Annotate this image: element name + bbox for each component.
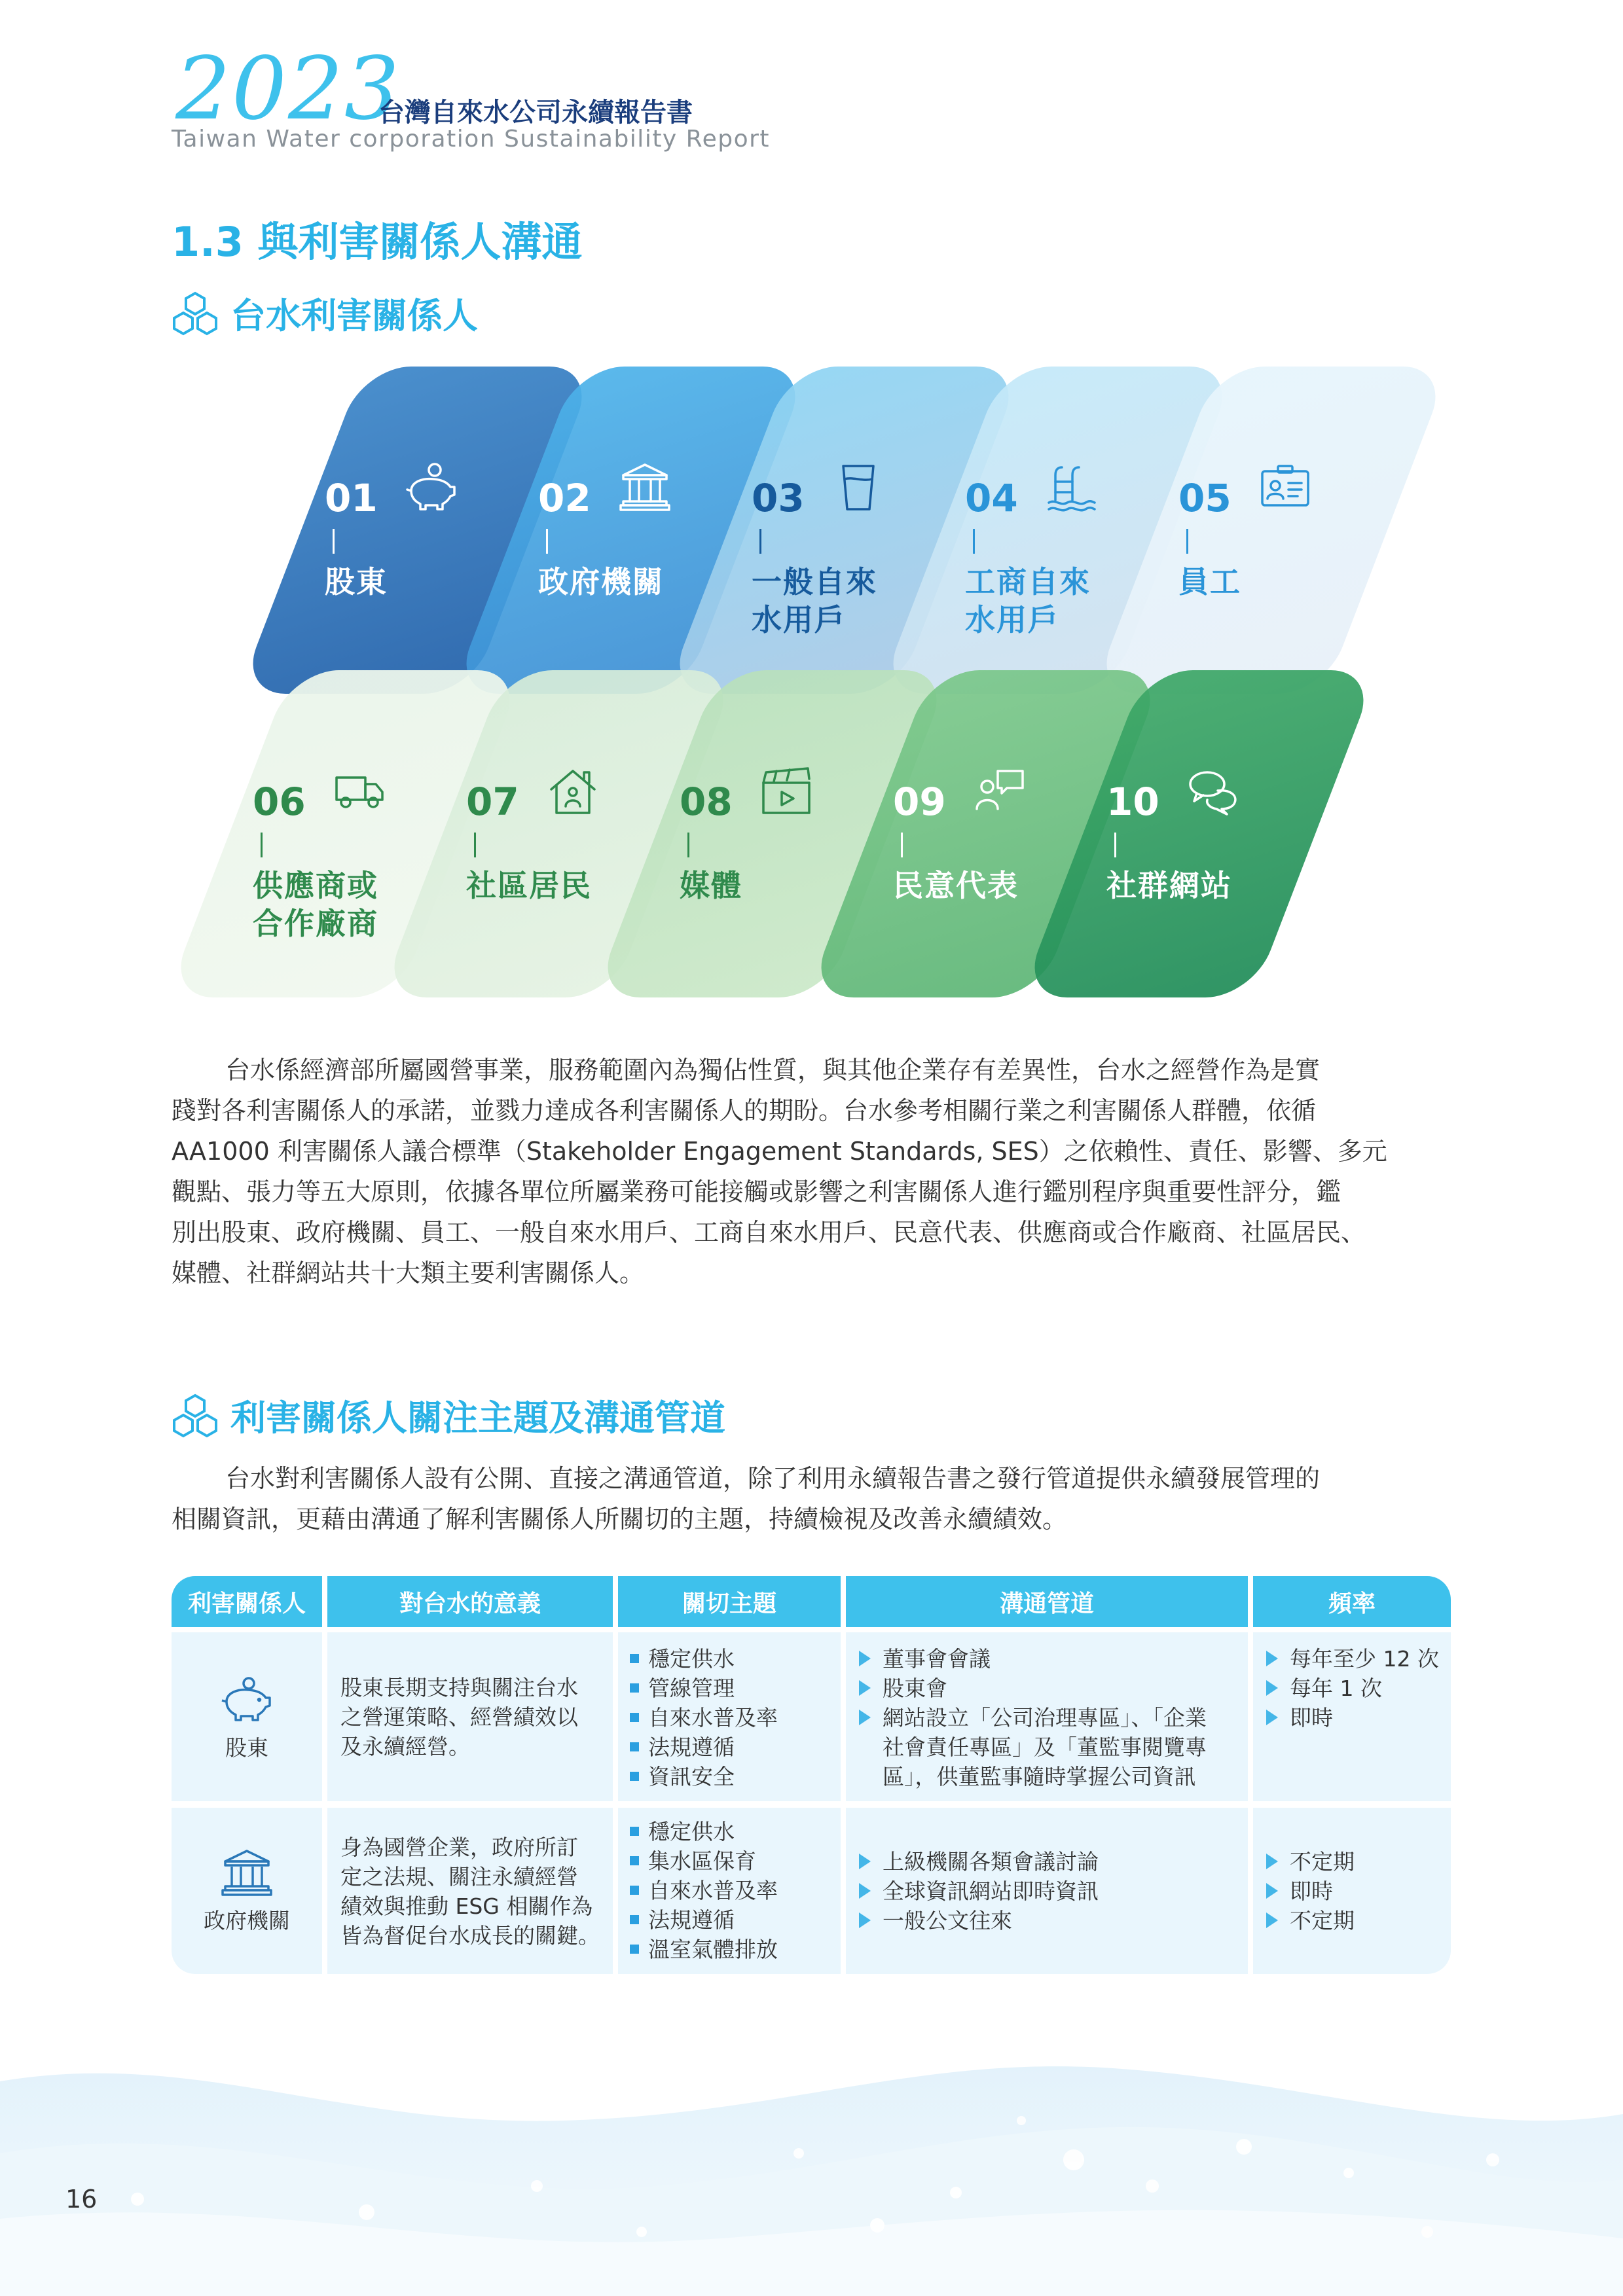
table-header-channels: 溝通管道 (846, 1576, 1248, 1627)
stakeholder-number: 06 (253, 780, 306, 824)
paragraph-line: 台水對利害關係人設有公開、直接之溝通管道，除了利用永續報告書之發行管道提供永續發展管理的 (225, 1464, 1321, 1493)
list-item: 不定期 (1266, 1906, 1355, 1935)
paragraph-line: AA1000 利害關係人議合標準（Stakeholder Engagement Standards, SES）之依賴性、責任、影響、多元 (172, 1137, 1387, 1166)
divider (261, 833, 263, 857)
list-item: 資訊安全 (630, 1762, 778, 1791)
stakeholder-number: 03 (752, 476, 805, 520)
hexagon-cluster-icon (169, 1390, 221, 1443)
paragraph-line: 踐對各利害關係人的承諾，並戮力達成各利害關係人的期盼。台水參考相關行業之利害關係人群體，依循 (172, 1096, 1317, 1125)
paragraph-line: 台水係經濟部所屬國營事業，服務範圍內為獨佔性質，與其他企業存有差異性，台水之經營作為是實 (225, 1056, 1321, 1085)
stakeholder-number: 05 (1178, 476, 1231, 520)
stakeholder-label: 一般自來 (752, 564, 877, 600)
paragraph-line: 觀點、張力等五大原則，依據各單位所屬業務可能接觸或影響之利害關係人進行鑑別程序與重要性評分，鑑 (172, 1177, 1341, 1206)
list-item: 股東會 (859, 1674, 1239, 1703)
divider (474, 833, 476, 857)
list-item: 法規遵循 (630, 1905, 778, 1935)
table-header-stakeholder: 利害關係人 (172, 1576, 322, 1627)
list-item: 穩定供水 (630, 1817, 778, 1846)
house-icon (547, 766, 598, 817)
table-header-meaning: 對台水的意義 (327, 1576, 613, 1627)
paragraph-line: 別出股東、政府機關、員工、一般自來水用戶、工商自來水用戶、民意代表、供應商或合作廠商、社區居民、 (172, 1218, 1366, 1247)
clapperboard-icon (761, 766, 812, 817)
stakeholder-label: 員工 (1178, 564, 1241, 600)
topics-list (630, 1644, 778, 1791)
list-item-continued: 區」，供董監事隨時掌握公司資訊 (883, 1764, 1196, 1789)
stakeholder-number: 07 (466, 780, 519, 824)
stakeholder-number: 08 (680, 780, 733, 824)
stakeholders-subheading: 台水利害關係人 (230, 295, 478, 336)
list-item: 每年至少 12 次 (1266, 1644, 1439, 1674)
stakeholder-number: 10 (1106, 780, 1159, 824)
government-building-icon (619, 462, 670, 513)
hexagon-cluster-icon (169, 288, 221, 340)
list-item: 自來水普及率 (630, 1876, 778, 1905)
topics-list (630, 1817, 778, 1964)
section-title: 1.3 與利害關係人溝通 (172, 218, 583, 266)
list-item: 網站設立「公司治理專區」、「企業 (859, 1703, 1239, 1732)
stakeholder-name: 政府機關 (204, 1908, 290, 1933)
frequency-list (1266, 1847, 1355, 1935)
list-item: 即時 (1266, 1876, 1355, 1906)
stakeholder-number: 09 (893, 780, 946, 824)
channels-list (859, 1847, 1239, 1935)
divider (1186, 529, 1188, 554)
stakeholder-name: 股東 (225, 1735, 268, 1761)
list-item: 集水區保育 (630, 1846, 778, 1876)
meaning-text: 股東長期支持與關注台水 之營運策略、經營績效以 及永續經營。 (340, 1675, 578, 1759)
stakeholder-label: 社區居民 (466, 868, 592, 903)
divider (1114, 833, 1116, 857)
stakeholder-number: 04 (965, 476, 1018, 520)
meaning-text: 身為國營企業，政府所訂 定之法規、關注永續經營 績效與推動 ESG 相關作為 皆為督促台水成長的關鍵。 (340, 1835, 600, 1948)
divider (973, 529, 975, 554)
list-item: 每年 1 次 (1266, 1674, 1439, 1703)
list-item: 董事會會議 (859, 1644, 1239, 1674)
divider (759, 529, 761, 554)
list-item: 管線管理 (630, 1674, 778, 1703)
report-title-zh: 台灣自來水公司永續報告書 (378, 98, 693, 128)
stakeholder-label: 社群網站 (1106, 868, 1232, 903)
stakeholder-label: 政府機關 (538, 564, 664, 600)
piggy-bank-icon (220, 1677, 274, 1723)
truck-icon (334, 766, 385, 817)
list-item: 不定期 (1266, 1847, 1355, 1876)
id-badge-icon (1260, 462, 1311, 513)
paragraph-line: 相關資訊，更藉由溝通了解利害關係人所關切的主題，持續檢視及改善永續績效。 (172, 1505, 1068, 1534)
pool-ladder-icon (1046, 462, 1097, 513)
stakeholder-label: 媒體 (680, 868, 742, 903)
stakeholder-label: 供應商或 (253, 868, 378, 903)
stakeholder-label: 工商自來 (965, 564, 1091, 600)
stakeholder-label: 合作廠商 (253, 906, 378, 941)
paragraph-line: 媒體、社群網站共十大類主要利害關係人。 (172, 1259, 645, 1287)
channels-paragraph (172, 1458, 1455, 1539)
divider (687, 833, 689, 857)
list-item-continued: 社會責任專區」及「董監事閱覽專 (883, 1734, 1207, 1760)
water-glass-icon (833, 462, 884, 513)
stakeholder-label: 民意代表 (893, 868, 1019, 903)
speaker-icon (974, 766, 1025, 817)
channels-list (859, 1644, 1239, 1791)
list-item: 自來水普及率 (630, 1703, 778, 1732)
report-title-en: Taiwan Water corporation Sustainability Report (172, 126, 771, 152)
page-number: 16 (65, 2185, 98, 2214)
report-year: 2023 (175, 39, 401, 139)
stakeholder-label: 水用戶 (752, 602, 846, 637)
list-item: 上級機關各類會議討論 (859, 1847, 1239, 1876)
table-header-frequency: 頻率 (1253, 1576, 1451, 1627)
stakeholder-label: 股東 (325, 564, 388, 600)
list-item: 即時 (1266, 1703, 1439, 1732)
list-item: 溫室氣體排放 (630, 1935, 778, 1964)
wave-footer-decoration (0, 2042, 1623, 2296)
divider (333, 529, 335, 554)
list-item: 法規遵循 (630, 1732, 778, 1762)
table-header-topics: 關切主題 (618, 1576, 841, 1627)
topics-channels-subheading: 利害關係人關注主題及溝通管道 (230, 1397, 725, 1439)
list-item: 全球資訊網站即時資訊 (859, 1876, 1239, 1906)
divider (901, 833, 903, 857)
divider (546, 529, 548, 554)
government-building-icon (221, 1847, 272, 1898)
intro-paragraph (172, 1050, 1455, 1293)
stakeholder-number: 02 (538, 476, 591, 520)
stakeholder-number: 01 (325, 476, 378, 520)
list-item: 一般公文往來 (859, 1906, 1239, 1935)
piggy-bank-icon (406, 462, 457, 513)
stakeholder-label: 水用戶 (965, 602, 1059, 637)
frequency-list (1266, 1644, 1439, 1732)
list-item: 穩定供水 (630, 1644, 778, 1674)
chat-bubbles-icon (1188, 766, 1239, 817)
